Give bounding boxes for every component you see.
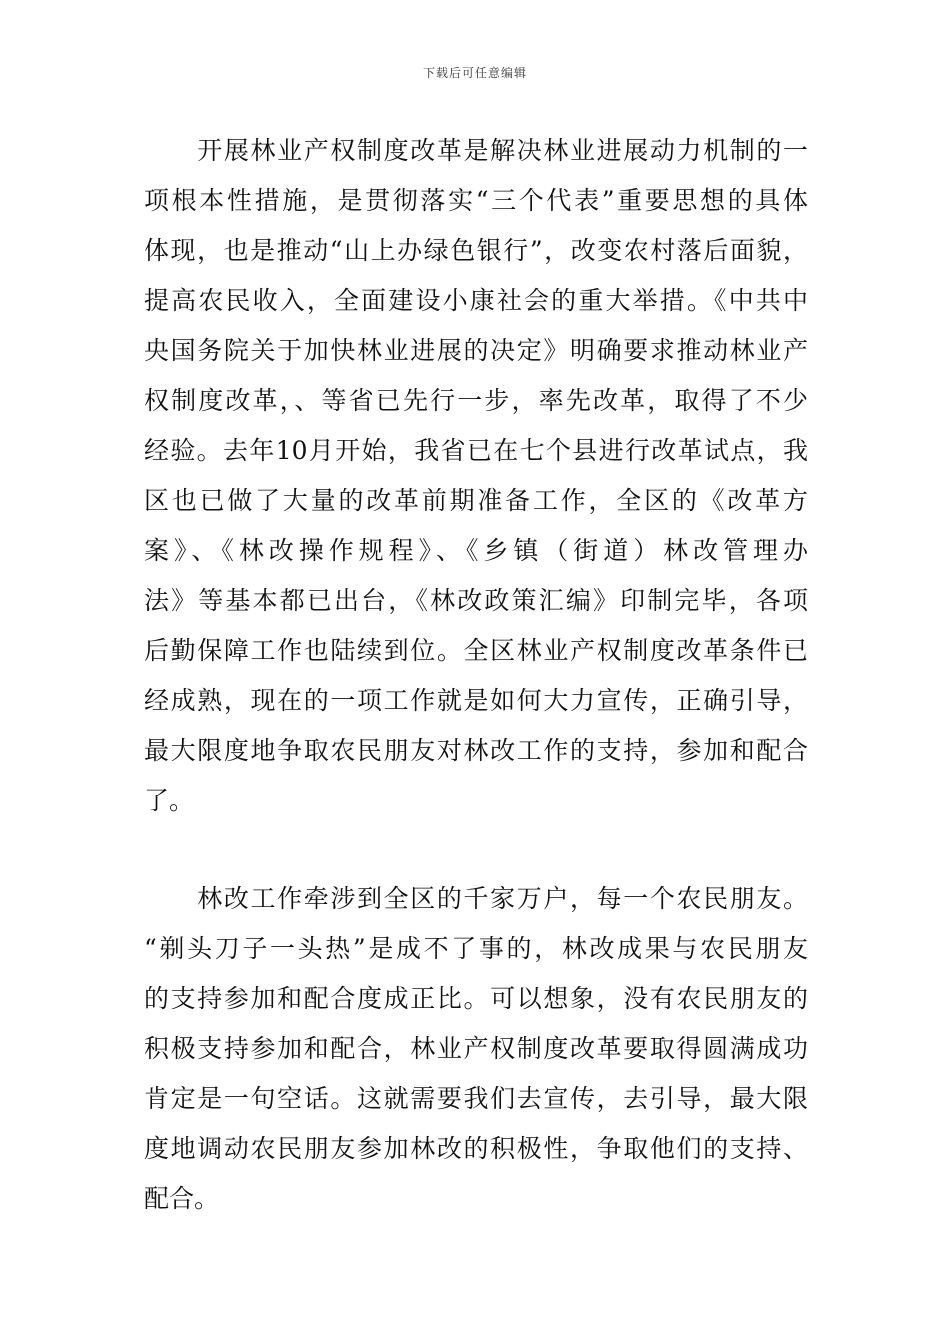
paragraph-line: 最大限度地争取农民朋友对林改工作的支持，参加和配合 <box>144 736 808 765</box>
paragraph-line: 权制度改革，、等省已先行一步，率先改革，取得了不少 <box>144 386 808 415</box>
paragraph-line: 体现，也是推动“山上办绿色银行”，改变农村落后面貌， <box>144 236 808 265</box>
paragraph-1 <box>144 126 808 826</box>
paragraph-line: 林改工作牵涉到全区的千家万户，每一个农民朋友。 <box>144 884 808 913</box>
paragraph-line: 肯定是一句空话。这就需要我们去宣传，去引导，最大限 <box>144 1084 808 1113</box>
paragraph-line: “剃头刀子一头热”是成不了事的，林改成果与农民朋友 <box>144 934 808 963</box>
paragraph-line: 的支持参加和配合度成正比。可以想象，没有农民朋友的 <box>144 984 808 1013</box>
paragraph-line: 提高农民收入，全面建设小康社会的重大举措。《中共中 <box>144 286 808 315</box>
paragraph-line: 经验。去年10月开始，我省已在七个县进行改革试点，我 <box>144 436 808 465</box>
paragraph-line: 央国务院关于加快林业进展的决定》明确要求推动林业产 <box>144 336 808 365</box>
paragraph-line: 配合。 <box>144 1184 220 1213</box>
paragraph-line: 后勤保障工作也陆续到位。全区林业产权制度改革条件已 <box>144 636 808 665</box>
paragraph-line: 法》等基本都已出台，《林改政策汇编》印制完毕，各项 <box>144 586 808 615</box>
paragraph-2 <box>144 874 808 1224</box>
page-header: 下载后可任意编辑 <box>422 66 527 80</box>
paragraph-line: 案》、《林改操作规程》、《乡镇（街道）林改管理办 <box>144 536 808 565</box>
paragraph-line: 度地调动农民朋友参加林改的积极性，争取他们的支持、 <box>144 1134 808 1163</box>
paragraph-line: 了。 <box>144 786 195 815</box>
paragraph-line: 经成熟，现在的一项工作就是如何大力宣传，正确引导， <box>144 686 808 715</box>
paragraph-line: 区也已做了大量的改革前期准备工作，全区的《改革方 <box>144 486 808 515</box>
paragraph-line: 积极支持参加和配合，林业产权制度改革要取得圆满成功 <box>144 1034 808 1063</box>
paragraph-line: 开展林业产权制度改革是解决林业进展动力机制的一 <box>144 136 808 165</box>
paragraph-line: 项根本性措施，是贯彻落实“三个代表”重要思想的具体 <box>144 186 808 215</box>
